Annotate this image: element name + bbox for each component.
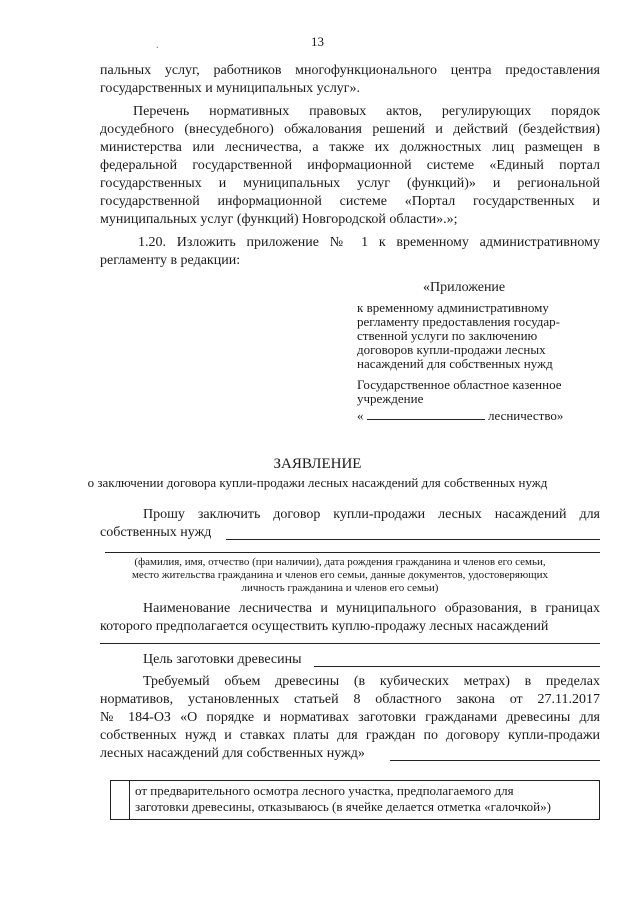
appendix-line-4: договоров купли-продажи лесных — [357, 342, 546, 357]
volume-line-5: лесных насаждений для собственных нужд» — [100, 746, 365, 761]
para2-line-4: федеральной государственной информационной системе «Единый портал — [100, 158, 600, 173]
institution-line-2: учреждение — [357, 391, 424, 406]
para2-line-7: муниципальных услуг (функций) Новгородской области».»; — [100, 212, 458, 227]
municipality-field[interactable] — [100, 643, 600, 644]
para1-line-2: государственных и муниципальных услуг». — [100, 81, 361, 96]
para2-line-2: досудебного (внесудебного) обжалования решений и действий (бездействия) — [100, 122, 600, 137]
appendix-line-2: регламенту предоставления государ- — [357, 314, 560, 329]
para1-line-1: пальных услуг, работников многофункционального центра предоставления — [100, 63, 600, 78]
para2-line-6: государственной информационной системе «Портал государственных и — [100, 194, 600, 209]
para2-line-1: Перечень нормативных правовых актов, регулирующих порядок — [133, 104, 600, 119]
request-line-2: собственных нужд — [100, 525, 212, 540]
page-number: 13 — [311, 34, 324, 49]
hint-line-3: личность гражданина и членов его семьи) — [241, 582, 439, 594]
forestry-name-line-1: Наименование лесничества и муниципального образования, в границах — [143, 601, 600, 616]
inspection-waiver-text — [135, 783, 597, 815]
forestry-open-quote: « — [357, 408, 364, 423]
purpose-field[interactable] — [314, 666, 600, 667]
appendix-line-3: ственной услуги по заключению — [357, 328, 538, 343]
forestry-name-blank[interactable] — [367, 407, 485, 420]
inspection-waiver-line-1: от предварительного осмотра лесного участка, предполагаемого для — [135, 783, 514, 798]
applicant-field[interactable] — [226, 539, 600, 540]
volume-line-2: нормативов, установленных статьей 8 областного закона от 27.11.2017 — [100, 692, 600, 707]
hint-line-1: (фамилия, имя, отчество (при наличии), дата рождения гражданина и членов его семьи, — [134, 556, 546, 568]
para2-line-5: государственных и муниципальных услуг (функций)» и региональной — [100, 176, 600, 191]
appendix-line-1: к временному административному — [357, 300, 549, 315]
forestry-line — [357, 407, 563, 424]
appendix-line-5: насаждений для собственных нужд — [357, 356, 553, 371]
forestry-name-line-2: которого предполагается осуществить куплю-продажу лесных насаждений — [100, 619, 549, 634]
para3-line-1: 1.20. Изложить приложение № 1 к временному административному — [138, 235, 600, 250]
inspection-waiver-checkbox[interactable] — [111, 781, 130, 819]
para2-line-3: министерства или лесничества, а также их должностных лиц размещен в — [100, 140, 600, 155]
volume-line-1: Требуемый объем древесины (в кубических метрах) в пределах — [143, 674, 600, 689]
volume-field[interactable] — [390, 760, 600, 761]
request-line-1: Прошу заключить договор купли-продажи лесных насаждений для — [143, 507, 600, 522]
inspection-waiver-table — [110, 780, 600, 820]
purpose-label: Цель заготовки древесины — [143, 652, 302, 667]
applicant-field-2[interactable] — [105, 552, 600, 553]
forestry-close-label: лесничество» — [488, 408, 564, 423]
inspection-waiver-line-2: заготовки древесины, отказываюсь (в ячейке делается отметка «галочкой») — [135, 799, 551, 814]
statement-title: ЗАЯВЛЕНИЕ — [273, 456, 362, 472]
volume-line-3: № 184-ОЗ «О порядке и нормативах заготовки гражданами древесины для — [100, 710, 600, 725]
institution-line-1: Государственное областное казенное — [357, 377, 562, 392]
appendix-heading: «Приложение — [423, 280, 506, 295]
para3-line-2: регламенту в редакции: — [100, 253, 241, 268]
hint-line-2: место жительства гражданина и членов его семьи, данные документов, удостоверяющих — [131, 569, 549, 581]
scan-dot: . — [156, 40, 159, 51]
statement-subtitle: о заключении договора купли-продажи лесных насаждений для собственных нужд — [87, 475, 548, 490]
volume-line-4: собственных нужд и ставках платы для граждан по договору купли-продажи — [100, 728, 600, 743]
